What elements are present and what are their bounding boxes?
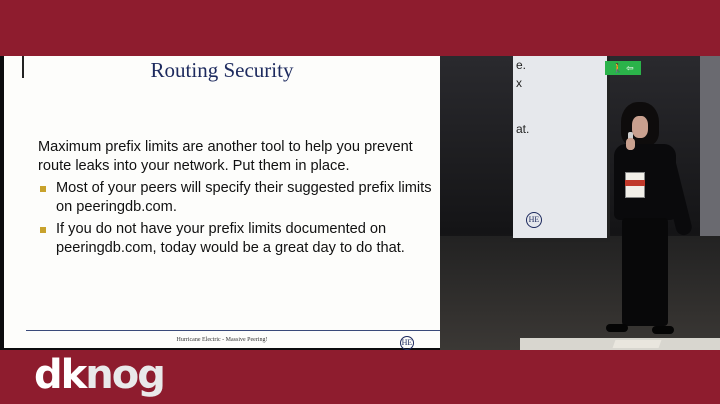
bullet-square-icon bbox=[40, 186, 46, 192]
dknog-logo bbox=[34, 352, 164, 398]
video-frame bbox=[0, 56, 720, 350]
slide-bullet-text: Most of your peers will specify their suggested prefix limits on peeringdb.com. bbox=[56, 180, 432, 215]
logo-part-nog: nog bbox=[85, 352, 164, 398]
secondary-screen bbox=[513, 56, 607, 238]
name-badge-band bbox=[625, 180, 645, 186]
speaker-hand bbox=[626, 138, 635, 150]
logo-part-dk: dk bbox=[34, 352, 86, 398]
secondary-screen-text: at. bbox=[516, 122, 530, 136]
slide-footer: Hurricane Electric - Massive Peering! bbox=[176, 337, 268, 343]
slide-bullet bbox=[38, 179, 434, 217]
bullet-square-icon bbox=[40, 227, 46, 233]
speaker-face bbox=[632, 116, 648, 138]
wall-light bbox=[700, 56, 720, 236]
secondary-screen-logo: HE bbox=[526, 212, 542, 228]
secondary-screen-text: x bbox=[516, 76, 522, 90]
slide-bullet bbox=[38, 220, 434, 258]
speaker-torso bbox=[614, 144, 676, 220]
speaker-shoe bbox=[606, 324, 628, 332]
slide-intro: Maximum prefix limits are another tool to help you prevent route leaks into your network. Put them in place. bbox=[38, 139, 413, 174]
slide-bullet-text: If you do not have your prefix limits documented on peeringdb.com, today would be a great day to do that. bbox=[56, 221, 405, 256]
speaker-legs bbox=[622, 218, 668, 326]
presentation-slide bbox=[4, 56, 440, 348]
speaker-shoe bbox=[652, 326, 674, 334]
slide-title: Routing Security bbox=[150, 58, 294, 82]
floor-paper bbox=[613, 340, 662, 348]
exit-sign-icon: 🚶 ⇦ bbox=[605, 61, 641, 75]
stage-floor bbox=[440, 236, 720, 350]
he-logo-icon: HE bbox=[400, 336, 414, 350]
slide-body bbox=[38, 138, 434, 261]
top-band bbox=[0, 0, 720, 56]
slide-footer-rule bbox=[26, 330, 440, 331]
secondary-screen-text: e. bbox=[516, 58, 527, 72]
